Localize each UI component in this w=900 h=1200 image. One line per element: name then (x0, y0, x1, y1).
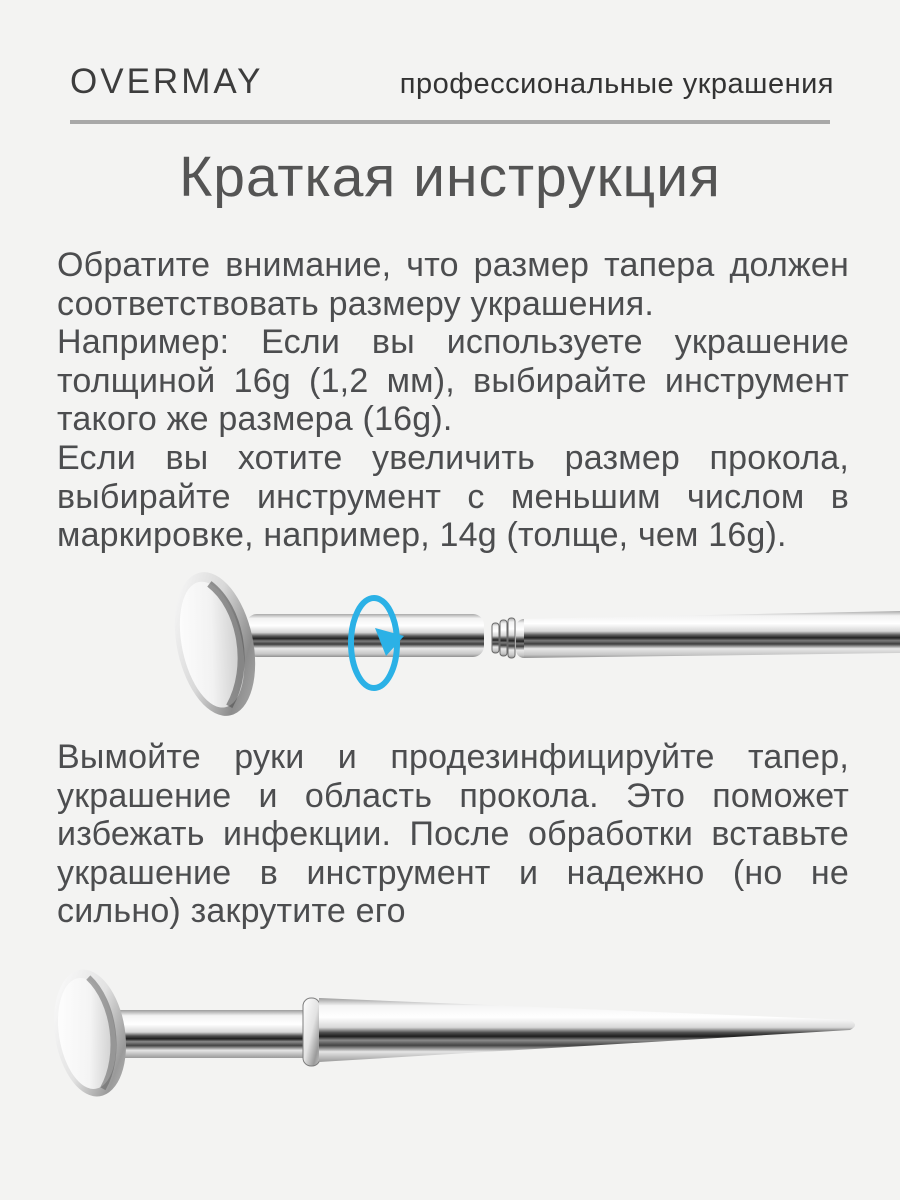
text-line: Например: Если вы используете украшение (57, 323, 849, 362)
text-line: Если вы хотите увеличить размер прокола, (57, 438, 849, 477)
taper-cone (319, 998, 855, 1062)
sizing-paragraph (57, 246, 849, 555)
text-line: выбирайте инструмент с меньшим числом в (57, 477, 849, 516)
text-line: Вымойте руки и продезинфицируйте тапер, (57, 738, 849, 776)
taper-pin (516, 611, 900, 658)
rotation-arrow-icon (351, 598, 404, 688)
text-line: сильно) закрутите его (57, 892, 406, 931)
collar-ring (303, 998, 320, 1066)
jewelry-post (246, 614, 484, 657)
taper-post (110, 1010, 310, 1058)
text-line: Обратите внимание, что размер тапера должен (57, 246, 849, 284)
hygiene-paragraph (57, 738, 849, 931)
text-line: избежать инфекции. После обработки вставьте (57, 815, 849, 854)
assembly-photo (0, 552, 900, 747)
header-divider (70, 120, 830, 124)
labret-disc (163, 565, 268, 724)
text-line: такого же размера (16g). (57, 400, 453, 439)
text-line: соответствовать размеру украшения. (57, 284, 655, 323)
text-line: украшение и область прокола. Это поможет (57, 776, 849, 815)
taper-photo (0, 948, 900, 1158)
threaded-tip (492, 618, 515, 658)
brand-tagline: профессиональные украшения (399, 68, 834, 100)
text-line: толщиной 16g (1,2 мм), выбирайте инструмент (57, 361, 849, 400)
taper-disc (45, 964, 134, 1101)
page-title: Краткая инструкция (179, 145, 721, 209)
text-line: маркировке, например, 14g (толще, чем 16g). (57, 516, 787, 555)
text-line: украшение в инструмент и надежно (но не (57, 853, 849, 892)
brand-logo: OVERMAY (70, 62, 264, 101)
